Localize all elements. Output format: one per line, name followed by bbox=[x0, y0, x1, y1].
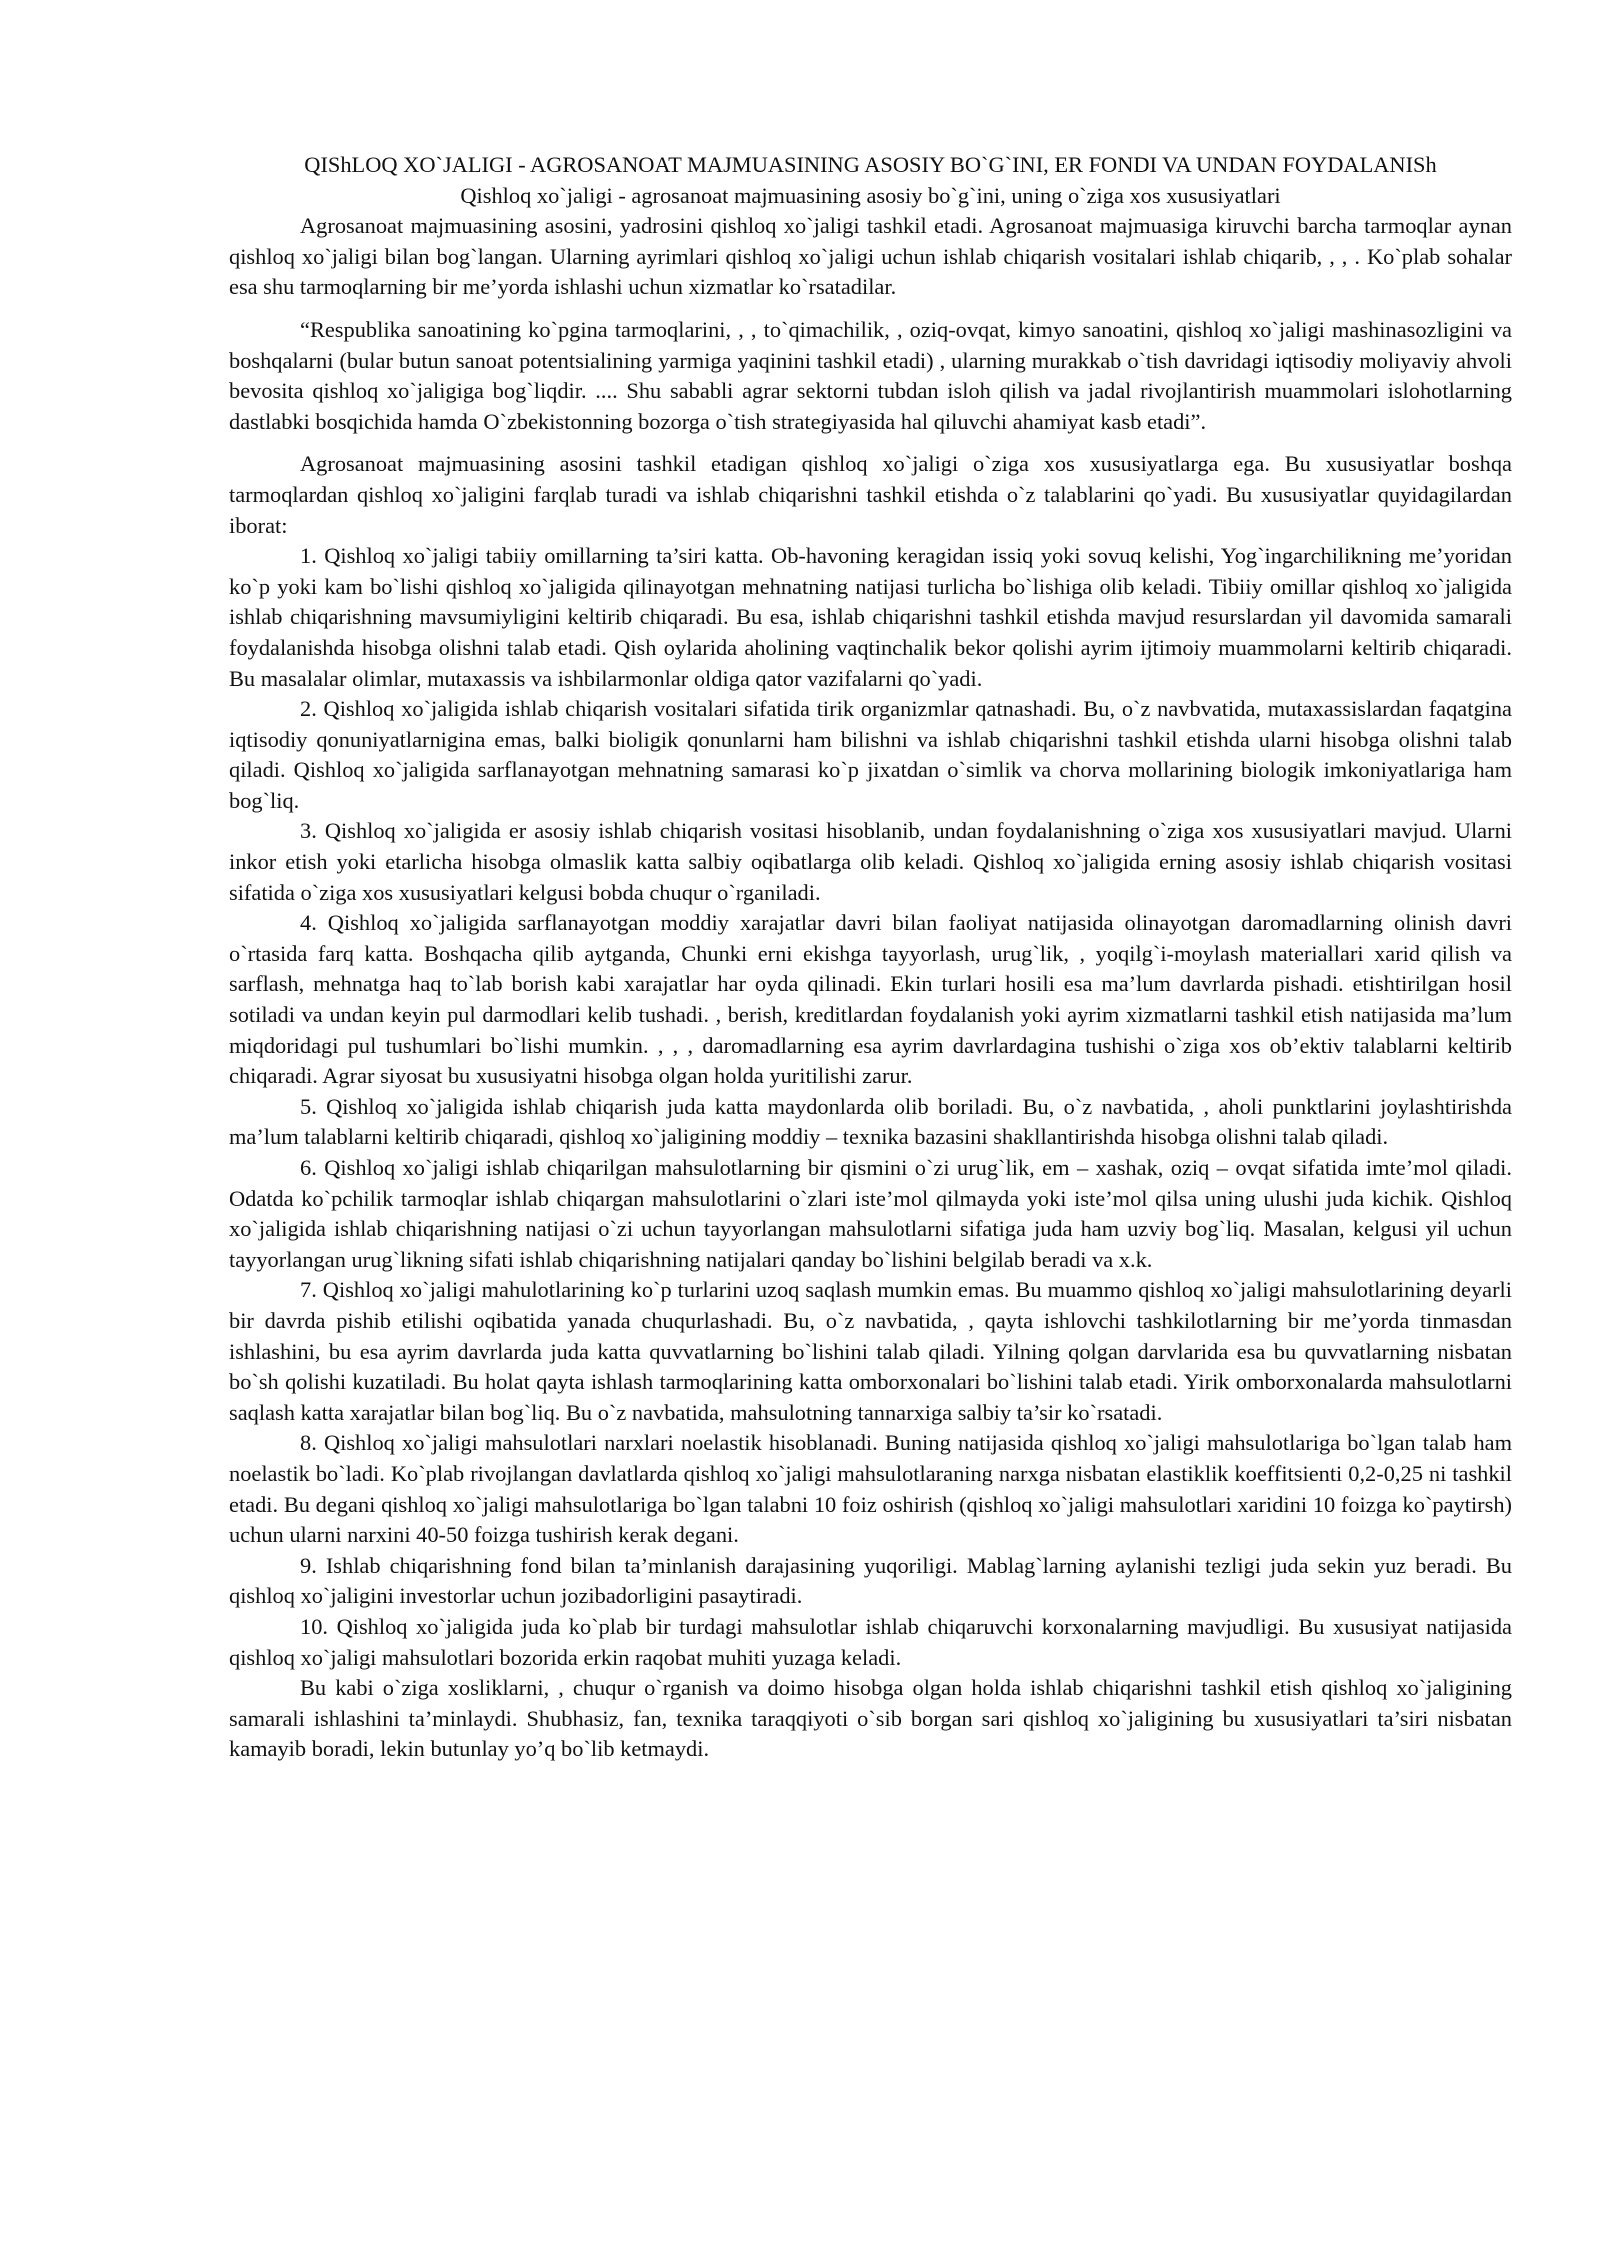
list-item-2: 2. Qishloq xo`jaligida ishlab chiqarish vositalari sifatida tirik organizmlar qatnashadi. Bu, o`z navbvatida, mutaxassislardan faqatgina iqtisodiy qonuniyatlarnigina emas, balki bioligik qonunlarni ham bilishni va ishlab chiqarishni tashkil etishda ularni hisobga olishni talab qiladi. Qishloq xo`jaligida sarflanayotgan mehnatning samarasi ko`p jixatdan o`simlik va chorva mollarining biologik imkoniyatlariga ham bog`liq. bbox=[229, 696, 1512, 813]
document-subtitle: Qishloq xo`jaligi - agrosanoat majmuasining asosiy bo`g`ini, uning o`ziga xos xususiyatlari bbox=[460, 182, 1281, 208]
list-item-3: 3. Qishloq xo`jaligida er asosiy ishlab chiqarish vositasi hisoblanib, undan foydalanishning o`ziga xos xususiyatlari mavjud. Ularni inkor etish yoki etarlicha hisobga olmaslik katta salbiy oqibatlarga olib keladi. Qishloq xo`jaligida erning asosiy ishlab chiqarish vositasi sifatida o`ziga xos xususiyatlari kelgusi bobda chuqur o`rganiladi. bbox=[229, 818, 1512, 905]
list-item-10: 10. Qishloq xo`jaligida juda ko`plab bir turdagi mahsulotlar ishlab chiqaruvchi korxonalarning mavjudligi. Bu xususiyat natijasida qishloq xo`jaligi mahsulotlari bozorida erkin raqobat muhiti yuzaga keladi. bbox=[229, 1613, 1512, 1670]
document-title: QIShLOQ XO`JALIGI - AGROSANOAT MAJMUASINING ASOSIY BO`G`INI, ER FONDI VA UNDAN FOYDALANISh bbox=[304, 152, 1437, 177]
list-item-9: 9. Ishlab chiqarishning fond bilan ta’minlanish darajasining yuqoriligi. Mablag`larning aylanishi tezligi juda sekin yuz beradi. Bu qishloq xo`jaligini investorlar uchun jozibadorligini pasaytiradi. bbox=[229, 1552, 1512, 1609]
list-item-7: 7. Qishloq xo`jaligi mahulotlarining ko`p turlarini uzoq saqlash mumkin emas. Bu muammo qishloq xo`jaligi mahsulotlarining deyarli bir davrda pishib etilishi oqibatida yanada chuqurlashadi. Bu, o`z navbatida, , qayta ishlovchi tashkilotlarning bir me’yorda tinmasdan ishlashini, bu esa ayrim davrlarda juda katta quvvatlarning bo`lishini talab qiladi. Yilning qolgan darvlarida esa bu quvvatlarning nisbatan bo`sh qolishi kuzatiladi. Bu holat qayta ishlash tarmoqlarining katta omborxonalari bo`lishini talab etadi. Yirik omborxonalarda mahsulotlarni saqlash katta xarajatlar bilan bog`liq. Bu o`z navbatida, mahsulotning tannarxiga salbiy ta’sir ko`rsatadi. bbox=[229, 1277, 1512, 1425]
list-item-4: 4. Qishloq xo`jaligida sarflanayotgan moddiy xarajatlar davri bilan faoliyat natijasida olinayotgan daromadlarning olinish davri o`rtasida farq katta. Boshqacha qilib aytganda, Chunki erni ekishga tayyorlash, urug`lik, , yoqilg`i-moylash materiallari xarid qilish va sarflash, mehnatga haq to`lab borish kabi xarajatlar har oyda qilinadi. Ekin turlari hosili esa ma’lum davrlarda pishadi. etishtirilgan hosil sotiladi va undan keyin pul darmodlari kelib tushadi. , berish, kreditlardan foydalanish yoki ayrim xizmatlarni tashkil etish natijasida ma’lum miqdoridagi pul tushumlari bo`lishi mumkin. , , , daromadlarning esa ayrim davrlardagina tushishi o`ziga xos ob’ektiv talablarni keltirib chiqaradi. Agrar siyosat bu xususiyatni hisobga olgan holda yuritilishi zarur. bbox=[229, 910, 1512, 1089]
paragraph-features-intro: Agrosanoat majmuasining asosini tashkil etadigan qishloq xo`jaligi o`ziga xos xususiyatlarga ega. Bu xususiyatlar boshqa tarmoqlardan qishloq xo`jaligini farqlab turadi va ishlab chiqarishni tashkil etishda o`z talablarini qo`yadi. Bu xususiyatlar quyidagilardan iborat: bbox=[229, 451, 1512, 538]
paragraph-conclusion: Bu kabi o`ziga xosliklarni, , chuqur o`rganish va doimo hisobga olgan holda ishlab chiqarishni tashkil etish qishloq xo`jaligining samarali ishlashini ta’minlaydi. Shubhasiz, fan, texnika taraqqiyoti o`sib borgan sari qishloq xo`jaligining bu xususiyatlari ta’siri nisbatan kamayib boradi, lekin butunlay yo’q bo`lib ketmaydi. bbox=[229, 1675, 1512, 1762]
list-item-5: 5. Qishloq xo`jaligida ishlab chiqarish juda katta maydonlarda olib boriladi. Bu, o`z navbatida, , aholi punktlarini joylashtirishda ma’lum talablarni keltirib chiqaradi, qishloq xo`jaligining moddiy – texnika bazasini shakllantirishda hisobga olishni talab qiladi. bbox=[229, 1093, 1512, 1150]
list-item-8: 8. Qishloq xo`jaligi mahsulotlari narxlari noelastik hisoblanadi. Buning natijasida qishloq xo`jaligi mahsulotlariga bo`lgan talab ham noelastik bo`ladi. Ko`plab rivojlangan davlatlarda qishloq xo`jaligi mahsulotlaraning narxga nisbatan elastiklik koeffitsienti 0,2-0,25 ni tashkil etadi. Bu degani qishloq xo`jaligi mahsulotlariga bo`lgan talabni 10 foiz oshirish (qishloq xo`jaligi mahsulotlari xaridini 10 foizga ko`paytirsh) uchun ularni narxini 40-50 foizga tushirish kerak degani. bbox=[229, 1430, 1512, 1548]
list-item-6: 6. Qishloq xo`jaligi ishlab chiqarilgan mahsulotlarning bir qismini o`zi urug`lik, em – xashak, oziq – ovqat sifatida imte’mol qiladi. Odatda ko`pchilik tarmoqlar ishlab chiqargan mahsulotlarini o`zlari iste’mol qilmayda yoki iste’mol qilsa uning ulushi juda kichik. Qishloq xo`jaligida ishlab chiqarishning natijasi o`zi uchun tayyorlangan mahsulotlarni sifatiga juda ham uzviy bog`liq. Masalan, kelgusi yil uchun tayyorlangan urug`likning sifati ishlab chiqarishning natijalari qanday bo`lishini belgilab beradi va x.k. bbox=[229, 1155, 1512, 1272]
list-item-1: 1. Qishloq xo`jaligi tabiiy omillarning ta’siri katta. Ob-havoning keragidan issiq yoki sovuq kelishi, Yog`ingarchilikning me’yoridan ko`p yoki kam bo`lishi qishloq xo`jaligida qilinayotgan mehnatning natijasi turlicha bo`lishiga olib keladi. Tibiiy omillar qishloq xo`jaligida ishlab chiqarishning mavsumiyligini keltirib chiqaradi. Bu esa, ishlab chiqarishni tashkil etishda mavjud resurslardan yil davomida samarali foydalanishda hisobga olishni talab etadi. Qish oylarida aholining vaqtinchalik bekor qolishi ayrim ijtimoiy muammolarni keltirib chiqaradi. Bu masalalar olimlar, mutaxassis va ishbilarmonlar oldiga qator vazifalarni qo`yadi. bbox=[229, 543, 1512, 691]
paragraph-intro: Agrosanoat majmuasining asosini, yadrosini qishloq xo`jaligi tashkil etadi. Agrosanoat majmuasiga kiruvchi barcha tarmoqlar aynan qishloq xo`jaligi bilan bog`langan. Ularning ayrimlari qishloq xo`jaligi uchun ishlab chiqarish vositalari ishlab chiqarib, , , . Ko`plab sohalar esa shu tarmoqlarning bir me’yorda ishlashi uchun xizmatlar ko`rsatadilar. bbox=[229, 213, 1512, 300]
document-page bbox=[229, 150, 1512, 1765]
paragraph-quote: “Respublika sanoatining ko`pgina tarmoqlarini, , , to`qimachilik, , oziq-ovqat, kimyo sanoatini, qishloq xo`jaligi mashinasozligini va boshqalarni (bular butun sanoat potentsialining yarmiga yaqinini tashkil etadi) , ularning murakkab o`tish davridagi iqtisodiy moliyaviy ahvoli bevosita qishloq xo`jaligiga bog`liqdir. .... Shu sababli agrar sektorni tubdan isloh qilish va jadal rivojlantirish muammolari islohotlarning dastlabki bosqichida hamda O`zbekistonning bozorga o`tish strategiyasida hal qiluvchi ahamiyat kasb etadi”. bbox=[229, 316, 1512, 434]
